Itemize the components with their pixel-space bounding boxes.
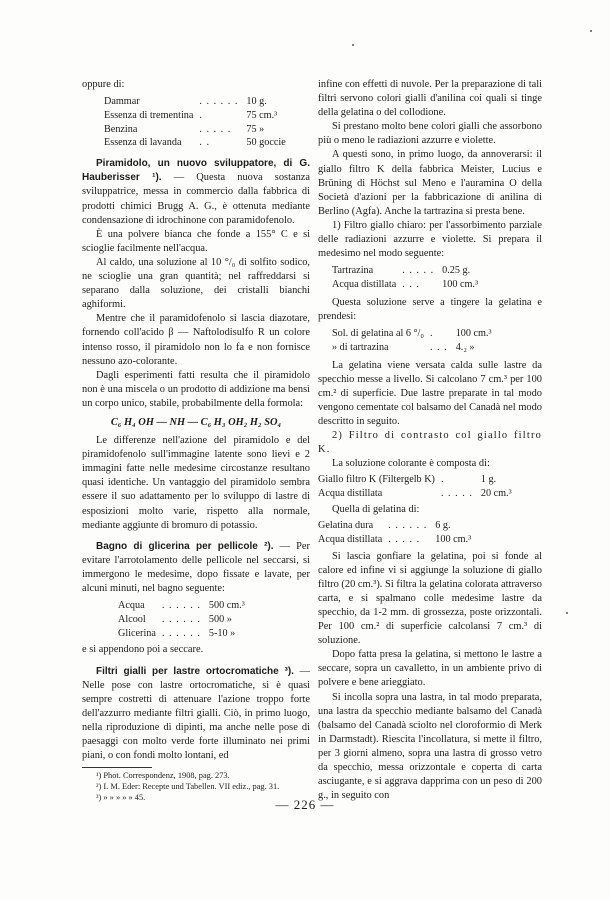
leader-dots: . . . . .: [199, 123, 232, 135]
recipe-glicerina-body: [118, 599, 245, 640]
paragraph: Dagli esperimenti fatti resulta che il piramidolo non è una miscela o un prodotto di addizione ma bensì un corpo unico, stabile, probabilmente della formola:: [82, 369, 310, 409]
leader-dots: . . . . .: [402, 265, 435, 277]
ingredient-name: Essenza di trementina: [104, 109, 194, 121]
recipe-gelatina-dura-body: [318, 519, 471, 547]
recipe-gelatina-tartrazina: [332, 327, 492, 355]
recipe-row: [332, 264, 478, 278]
ingredient-name: Gelatina dura: [318, 520, 374, 532]
left-column: [82, 78, 310, 803]
recipe-row: [318, 533, 471, 547]
leader-dots: .: [429, 328, 434, 339]
ingredient-quantity: 1 g.: [480, 474, 497, 486]
leader-dots: . . . . . .: [388, 520, 428, 532]
ingredient-name: Sol. di gelatina al 6 °/₀: [332, 328, 424, 339]
footnote: ³) » » » » » 45.: [96, 793, 146, 803]
paragraph: A questi sono, in primo luogo, da annoverarsi: il giallo filtro K della fabbrica Meister, Lucius e Brüning di Höchst sul Meno e l'auramina O della Società d'azioni per la fabbricazione di anilina di Berlino (Agfa). Anche la tartrazina si presta bene.: [318, 149, 542, 217]
paragraph: Quella di gelatina di:: [332, 503, 420, 515]
recipe-row: [318, 519, 471, 533]
footnote: ²) I. M. Eder: Recepte und Tabellen. VII ediz., pag. 31.: [96, 782, 280, 792]
leader-dots: .: [440, 474, 445, 486]
section-title: Piramidolo, un nuovo sviluppatore, di G. Hauberisser ¹).: [82, 158, 310, 184]
ingredient-name: Tartrazina: [332, 265, 374, 277]
paragraph: Al caldo, una soluzione al 10 °/₀ di solfito sodico, ne scioglie una gran quantità; nel raffreddarsi si separano dalla soluzione, dei cristalli bianchi aghiformi.: [82, 256, 310, 311]
ingredient-quantity: 20 cm.³: [480, 488, 512, 500]
recipe-row: [104, 95, 286, 109]
recipe-row: [104, 109, 286, 123]
leader-dots: .: [199, 109, 203, 121]
recipe-dammar-body: [104, 95, 286, 150]
ingredient-name: Essenza di lavanda: [104, 137, 182, 149]
paragraph: Dopo fatta presa la gelatina, si mettono le lastre a seccare, sopra un cavalletto, in un ambiente privo di polvere e bene arieggiato.: [318, 649, 542, 689]
ingredient-quantity: 5-10 »: [208, 627, 236, 639]
ingredient-name: Alcool: [118, 613, 146, 625]
leader-dots: . . .: [429, 341, 448, 353]
ingredient-name: Benzina: [104, 123, 138, 135]
recipe-row: [332, 341, 492, 355]
section-filtri: [82, 665, 310, 764]
recipe-gelatina-dura: [318, 519, 471, 547]
leader-dots: . . . . .: [388, 533, 421, 545]
scan-speck: [590, 30, 592, 32]
ingredient-name: Dammar: [104, 96, 140, 108]
paragraph: e si appendono poi a seccare.: [82, 644, 204, 656]
ingredient-name: » di tartrazina: [332, 341, 389, 353]
recipe-row: [318, 487, 512, 501]
paragraph: La soluzione colorante è composta di:: [332, 458, 490, 470]
footnote-rule: [82, 767, 152, 768]
paragraph: La gelatina viene versata calda sulle lastre da specchio messe a livello. Si calcolano 7 cm.³ per 100 cm.² di superficie. Due lastre preparate in tal modo vengono cementate col balsamo del Canadà nel modo descritto in seguito.: [318, 359, 542, 427]
recipe-tartrazina: [332, 264, 478, 292]
ingredient-quantity: 100 cm.³: [442, 279, 479, 291]
paragraph: — Questa nuova sostanza sviluppatrice, messa in commercio dalla fabbrica di prodotti chimici Brugg A. G., è ottenuta mediante condensazione di idrochinone con paramidofenolo.: [82, 172, 310, 226]
recipe-row: [318, 473, 512, 487]
paragraph: Le differenze nell'azione del piramidolo e del piramidofenolo sull'immagine latente sono lievi e 2 immagini fatte nelle medesime circostanze resultano quasi identiche. Un vantaggio del piramidolo sembra essere il suo adattamento per lo sviluppo di lastre di esposizioni molto varie, rispetto alla normale, mediante aggiunte di bromuro di potassio.: [82, 435, 310, 531]
recipe-gelatina-tartrazina-body: [332, 327, 492, 355]
leader-dots: . . . . . .: [161, 627, 201, 639]
ingredient-quantity: 50 goccie: [246, 137, 286, 149]
section-glicerina: [82, 540, 310, 596]
ingredient-name: Acqua: [118, 600, 145, 612]
scan-speck: [566, 612, 568, 614]
paragraph: Mentre che il paramidofenolo si lascia diazotare, fornendo coll'acido β — Naftolodisulfo R un colore intenso rosso, il piramidolo non lo fa e non fornisce nessuno azo-colorante.: [82, 313, 310, 367]
ingredient-quantity: 100 cm.³: [435, 533, 472, 545]
paragraph: — Nelle pose con lastre ortocromatiche, si è quasi sempre costretti di attenuare l'azione troppo forte dell'azzurro mediante filtri gialli. Ciò, in primo luogo, nella riproduzione di dipinti, ma anche nelle pose di paesaggi con molto verde forte illuminato nei primi piani, o con fondi molto lontani, ed: [82, 665, 310, 762]
recipe-row: [118, 599, 245, 613]
ingredient-quantity: 0.25 g.: [442, 265, 471, 277]
recipe-giallo-filtro: [318, 473, 512, 501]
leader-dots: . . . . . .: [161, 613, 201, 625]
recipe-row: [332, 278, 478, 292]
subheading-filtro-contrasto: 2) Filtro di contrasto col giallo filtro K.: [318, 430, 542, 456]
leader-dots: . . .: [402, 279, 420, 291]
ingredient-quantity: 500 »: [208, 613, 232, 625]
recipe-row: [104, 136, 286, 150]
ingredient-quantity: 75 »: [246, 123, 265, 135]
paragraph: Si prestano molto bene colori gialli che assorbono più o meno le radiazioni azzurre e violette.: [318, 121, 542, 147]
recipe-row: [118, 627, 245, 641]
recipe-giallo-filtro-body: [318, 473, 512, 501]
recipe-dammar: [104, 95, 286, 150]
ingredient-quantity: 6 g.: [435, 520, 451, 532]
recipe-row: [332, 327, 492, 341]
paragraph: Si incolla sopra una lastra, in tal modo preparata, una lastra da specchio mediante balsamo del Canadà (balsamo del Canadà sciolto nel cloroformio di Merk in Darmstadt). Riescita l'incollatura, si mette il filtro, per 3 giorni almeno, sopra una lastra di grosso vetro da specchio, messa orizzontale e coperta di carta asciugante, e si aggrava dapprima con un peso di 200 g., in seguito con: [318, 691, 542, 802]
recipe-tartrazina-body: [332, 264, 478, 292]
leader-dots: . . . . .: [440, 488, 473, 500]
leader-dots: . . . . . .: [199, 96, 239, 108]
footnote: ¹) Phot. Correspondenz, 1908, pag. 273.: [96, 771, 230, 781]
ingredient-name: Acqua distillata: [318, 488, 383, 500]
page-number: — 226 —: [275, 797, 335, 812]
paragraph: Si lascia gonfiare la gelatina, poi si fonde al calore ed infine vi si aggiunge la soluzione di giallo filtro (20 cm.³). Si filtra la gelatina colorata attraverso carta, e si spalmano colle medesime lastre da specchio, da 1-2 mm. di grossezza, poste orizzontali. Per 100 cm.² di superficie calcolansi 7 cm.³ di soluzione.: [318, 550, 542, 647]
leader-dots: . . . . . .: [161, 600, 201, 612]
ingredient-name: Glicerina: [118, 627, 156, 639]
ingredient-name: Acqua distillata: [318, 533, 383, 545]
leader-dots: . .: [199, 137, 211, 149]
ingredient-name: Acqua distillata: [332, 279, 397, 291]
paragraph: È una polvere bianca che fonde a 155° C e si scioglie facilmente nell'acqua.: [82, 228, 310, 254]
intro-line: oppure di:: [82, 79, 125, 90]
section-title: Bagno di glicerina per pellicole ²).: [96, 540, 274, 552]
section-title: Filtri gialli per lastre ortocromatiche ³).: [96, 665, 294, 677]
scan-speck: [352, 44, 354, 46]
ingredient-quantity: 100 cm.³: [455, 328, 492, 339]
ingredient-quantity: 500 cm.³: [208, 600, 245, 612]
recipe-row: [118, 613, 245, 627]
recipe-glicerina: [118, 599, 245, 640]
subheading-filtro-giallo-chiaro: 1) Filtro giallo chiaro: per l'assorbimento parziale delle radiazioni azzurre e violette. Si prepara il medesimo nel modo seguente:: [318, 219, 542, 260]
recipe-row: [104, 123, 286, 137]
paragraph: infine con effetti di nuvole. Per la preparazione di tali filtri servono colori gialli d'anilina coi quali si tinge della gelatina o del collodione.: [318, 79, 542, 119]
chemical-formula: C₆ H₄ OH — NH — C₆ H₃ OH₂ H₂ SO₄: [110, 416, 282, 428]
ingredient-quantity: 75 cm.³: [246, 109, 278, 121]
right-column: [318, 78, 542, 803]
ingredient-name: Giallo filtro K (Filtergelb K): [318, 474, 435, 486]
ingredient-quantity: 4.₂ »: [455, 341, 475, 353]
ingredient-quantity: 10 g.: [246, 96, 267, 108]
paragraph: Questa soluzione serve a tingere la gelatina e prendesi:: [318, 296, 542, 322]
paragraph: — Per evitare l'arrotolamento delle pellicole nel seccarsi, si immergono le medesime, dopo fissate e lavate, per alcuni minuti, nel bagno seguente:: [82, 540, 310, 594]
section-piramidolo: [82, 157, 310, 227]
